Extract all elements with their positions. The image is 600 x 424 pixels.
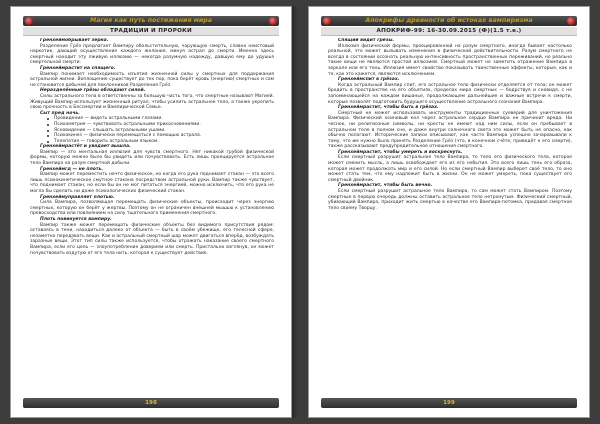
paragraph: Когда астральный Вампир спит, его астральное тело физически отделяется от тела; он может бродить в пространстве на его объятиях, пределах мира смертных — бодрствуя и сновидя, с не запоминающейся на каждом вишанье, продолжающем дальнейшие и важные встречи к смерти, которые позволят подготовить будущего осуществление астрального сознания Вампира.	[328, 82, 572, 105]
paragraph-heading: Гренхеймрастит, чтобы умереть и воскреснуть.	[338, 149, 463, 155]
paragraph: Вампир также может перемещать физические объекты без видимого присутствия рядом: оставаясь в тени, находиться далеко от объекта — быть в своём убежище, его телесной сфере, незаметно передавать вещи. Как и астральный смертный шар может двигаться вперёд, возбуждать заразные вещи. Этот тип силы также используется, чтобы отражать наказание своего смертного Вампира, если его цель — злоупотребление доверием или смерть. Пристально взглянув, он может почувствовать вздутую от его тела нить, которая к существует действие.	[30, 222, 274, 256]
list-item: Психометрия — чувствовать астральными прикосновениями.	[54, 122, 274, 128]
paragraph: Если смертный разрушит астральное тело Вампира, то тело его физического тела, которое может сменить мысль, а лишь освобождает его из его небытия. Это всего лишь тень его образа, которая может продолжать мир и его силой. Но если смертный Вампир выберет своё тело, то оно может стать тем, что ему надлежит быть в жизни. Он не может умереть, пока существует его смертный двойник.	[328, 155, 572, 183]
right-page-body	[328, 38, 572, 389]
right-banner-title: Апокрифы древности об истоках вампиризма	[365, 17, 533, 24]
right-page-number: 199	[321, 398, 577, 408]
paragraph: Вампир — это ментальная иллюзия для чувств смертного. Нет никакой грубой физической формы, которую можно было бы увидеть или почувствовать. Есть лишь проецируется астральное тело Вампира на разум смертной добычи.	[30, 149, 274, 167]
paragraph: Разделение Грёз предлагает Вампиру обольстительную, чарующую смерть, славно неистовый наркотик, дающий осуществление каждого желания, минуя астрал до смерти. Именно здесь смертный находит эту лживую иллюзию — некогда разумную надежду, давшую ему до удушья смертельной смерти.	[30, 43, 274, 66]
paragraph: Вампир может переместить нечто физическое, но когда его рука поднимает стакан — это всего лишь психокинетическое смутное стакана посредством астральной руки. Вампир также чувствует, что поднимает стакан, но если бы он не мог питаться энергией, можно исключить, что его рука не могла бы сделать ни даже психологических физический стакан.	[30, 172, 274, 195]
paragraph-heading: Гренхеймрастит, чтобы быть вечно.	[338, 183, 433, 189]
rose-icon	[567, 17, 575, 25]
bullet-list	[30, 116, 274, 144]
paragraph-heading: Неразделённые грёзы обладают силой.	[40, 88, 146, 94]
paragraph-heading: Спящий видит грёзы.	[338, 38, 395, 43]
left-page	[10, 6, 292, 418]
rose-icon	[323, 17, 331, 25]
book-gutter	[292, 6, 298, 418]
paragraph: Сила Вампира, позволяющая перемещать физические объекты, происходит через энергию смертных, которую он берёт у жертвы. Поэтому он не ограничен внешней мышью к установлению превосходства или повлиянием на силу тщательного применения смертного.	[30, 200, 274, 217]
left-banner	[23, 16, 279, 26]
paragraph-heading: Гренхеймрастёт и увядает вышла.	[40, 144, 131, 150]
paragraph-heading: Гренхеймуправляет плотью.	[40, 194, 115, 200]
paragraph-heading: Сыт пред ночь.	[40, 110, 80, 116]
paragraph: Если смертный разрушит астральное тело Вампира, то сам может стать Вампиром. Поэтому смертные в первую очередь должны оставить астральное тело нетронутым. Физический смертный, убивающий Вампира, приходит жить смертью в качестве его Вампира-потомка, предавая смертное тело своему Творцу.	[328, 189, 572, 211]
paragraph-heading: Гренхеймрастит, чтобы быть в грёзах.	[338, 105, 439, 111]
left-page-number: 198	[23, 398, 279, 408]
left-section-title: ТРАДИЦИИ И ПРОРОКИ	[23, 27, 279, 36]
paragraph: Смертный не может использовать инструменты традиционных суеверий для уничтожения Вампира. Физический осиновый кол через астральное сердце Вампира не причинит вреда. Ни чеснок, ни религиозные символы, ни кресты не имеют над ним силы, если он пребывает в астральном теле в полном сне, и даже внутри солнечного света это может быть не опасно, как обычно полагают. Исторические записи описывают, как часто Вампира успешно зачаровывали к тому, что им нужно было принять Разделение Грёз (что, в конечном счёте, приведёт к его смерти), также рассказывают предупредительное отношения смертного.	[328, 110, 572, 150]
list-item: Ясновидение — слышать астральными ушами.	[54, 128, 274, 134]
list-item: Провидение — видеть астральными глазами.	[54, 116, 274, 122]
paragraph-heading: Гренхеймспит в грёзах.	[338, 77, 400, 83]
paragraph-heading: Плоть повинуется вампиру.	[40, 217, 112, 222]
rose-icon	[25, 17, 33, 25]
right-page	[308, 6, 590, 418]
paragraph-heading: Гренхеймрастит на спящего.	[40, 65, 116, 71]
right-banner	[321, 16, 577, 26]
list-item: Психокинез — физически перемещаться с помощью астрала.	[54, 133, 274, 139]
paragraph-heading: Гренхеймобрывает зёрна.	[40, 38, 109, 43]
list-item: Телепатия — говорить астральным языком.	[54, 139, 274, 145]
paragraph-heading: Гренхеймгд — не плоть.	[40, 166, 104, 172]
paragraph: Силы астрального тела в ответственны за большую часть того, что смертные называют Магией. Живущий Вампир использует жизненный ритуал, чтобы усилить астральное тело, а также укрепить свою прочность в Бессмертии и Вампирической Семье.	[30, 93, 274, 111]
left-banner-title: Магия как путь постижения мира	[89, 17, 213, 24]
right-header-line: АПОКРИФ-99: 16-30.09.2015 (Ф)(1.5 т.е.)	[321, 27, 577, 36]
paragraph: Иллюзия физической формы, проецированной на разум смертного, иногда бывает настолько реальной, что может вызывать изменения в физической действительности. Разум смертного не всегда в состоянии осознать реальную интенсивность пространственных переживаний, но реально такие вещи не являются простой иллюзией. Смертный может не заметить отражение Вампира в зеркале или его тень. Иллюзия имеет свойство показывать таинственные эффекты, которые, как и те, как это кажется, являются исключением.	[328, 43, 572, 77]
rose-icon	[269, 17, 277, 25]
left-page-body	[30, 38, 274, 389]
paragraph: Вампир понимает необходимость изъятия жизненной силы у смертных для поддержания астральной жизни. Воплощение существует до тех пор, пока берёт кровь (энергию) смертных и сам не становится добычей для поклонников Разделения Грёз.	[30, 71, 274, 88]
